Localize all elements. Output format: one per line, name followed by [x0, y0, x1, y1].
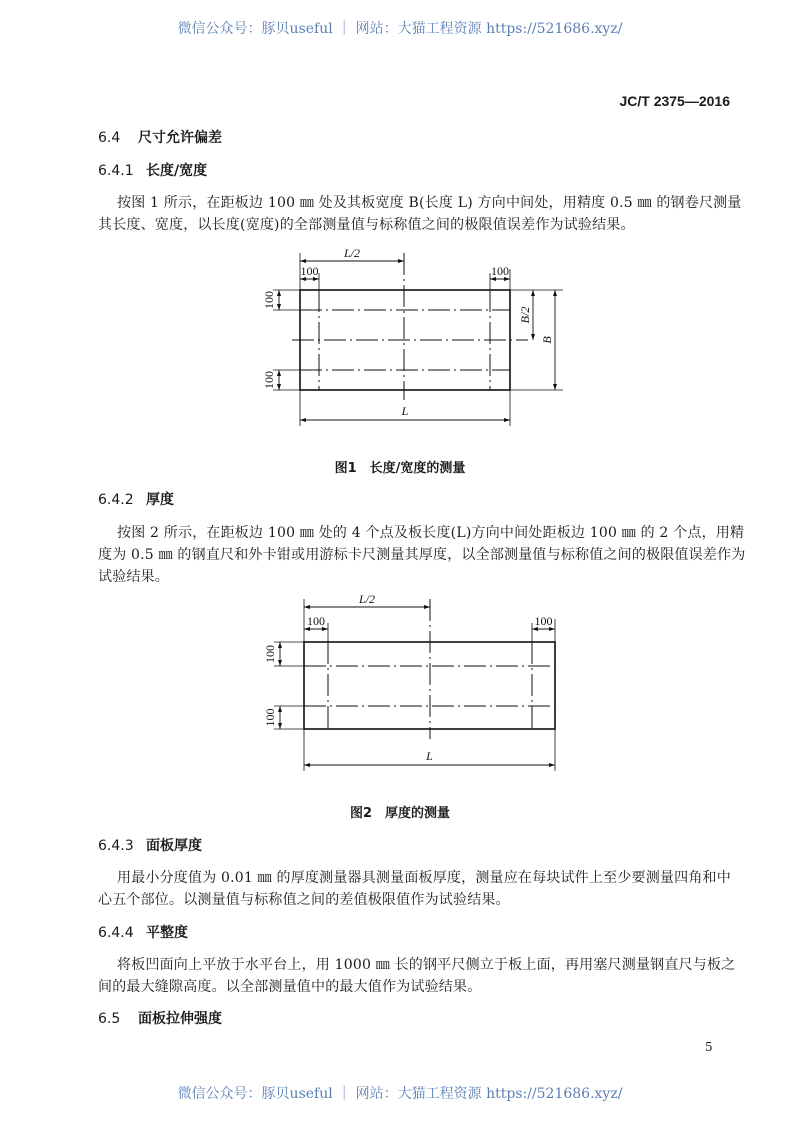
half-width-label: B/2	[518, 306, 532, 324]
section-number: 6.4.1	[98, 163, 134, 179]
offset-label: 100	[307, 614, 325, 628]
paragraph-line: 间的最大缝隙高度。以全部测量值中的最大值作为试验结果。	[98, 979, 482, 995]
offset-label: 100	[300, 264, 319, 278]
offset-label: 100	[534, 614, 553, 628]
section-title: 面板拉伸强度	[138, 1011, 222, 1027]
section-title: 平整度	[146, 925, 188, 941]
standard-code: JC/T 2375—2016	[619, 93, 730, 109]
heading-6-5	[98, 1008, 222, 1028]
paragraph-line: 用最小分度值为 0.01 ㎜ 的厚度测量器具测量面板厚度，测量应在每块试件上至少要测量四角和中	[117, 870, 731, 886]
paragraph-line: 试验结果。	[98, 569, 169, 585]
paragraph-line: 其长度、宽度，以长度(宽度)的全部测量值与标称值之间的极限值误差作为试验结果。	[98, 217, 635, 233]
section-number: 6.5	[98, 1011, 121, 1027]
offset-label: 100	[263, 645, 277, 663]
offset-label: 100	[262, 291, 276, 309]
watermark-bottom: 微信公众号：豚贝useful ｜ 网站：大猫工程资源 https://521686.xyz/	[177, 1086, 623, 1102]
figure-1-diagram	[262, 246, 563, 426]
paragraph-line: 度为 0.5 ㎜ 的钢直尺和外卡钳或用游标卡尺测量其厚度，以全部测量值与标称值之间的极限值误差作为	[98, 547, 746, 563]
heading-6-4-3	[98, 835, 202, 855]
offset-label: 100	[262, 371, 276, 389]
figure-1-caption: 图1 长度/宽度的测量	[334, 461, 466, 476]
watermark-top: 微信公众号：豚贝useful ｜ 网站：大猫工程资源 https://521686.xyz/	[177, 21, 623, 37]
width-label: B	[540, 336, 554, 344]
section-title: 尺寸允许偏差	[138, 130, 222, 146]
page-number: 5	[705, 1040, 713, 1054]
paragraph-line: 将板凹面向上平放于水平台上，用 1000 ㎜ 长的钢平尺侧立于板上面，再用塞尺测量钢直尺与板之	[117, 957, 736, 973]
half-length-label: L/2	[343, 246, 361, 260]
section-title: 厚度	[146, 492, 174, 508]
section-number: 6.4.4	[98, 925, 134, 941]
half-length-label: L/2	[358, 592, 376, 606]
section-number: 6.4	[98, 130, 121, 146]
length-label: L	[401, 404, 409, 418]
figure-2-caption: 图2 厚度的测量	[349, 806, 451, 821]
length-label: L	[426, 749, 433, 763]
figure-2-diagram	[263, 592, 555, 771]
offset-label: 100	[491, 264, 509, 278]
heading-6-4-2	[98, 489, 174, 509]
offset-label: 100	[263, 708, 277, 727]
heading-6-4-4	[98, 922, 188, 942]
paragraph-line: 按图 2 所示，在距板边 100 ㎜ 处的 4 个点及板长度(L)方向中间处距板边 100 ㎜ 的 2 个点，用精	[117, 525, 745, 541]
section-number: 6.4.2	[98, 492, 134, 508]
section-title: 长度/宽度	[146, 163, 208, 179]
paragraph-line: 按图 1 所示，在距板边 100 ㎜ 处及其板宽度 B(长度 L) 方向中间处，用精度 0.5 ㎜ 的钢卷尺测量	[117, 195, 742, 211]
section-number: 6.4.3	[98, 838, 134, 854]
paragraph-line: 心五个部位。以测量值与标称值之间的差值极限值作为试验结果。	[98, 892, 510, 908]
section-title: 面板厚度	[146, 838, 202, 854]
